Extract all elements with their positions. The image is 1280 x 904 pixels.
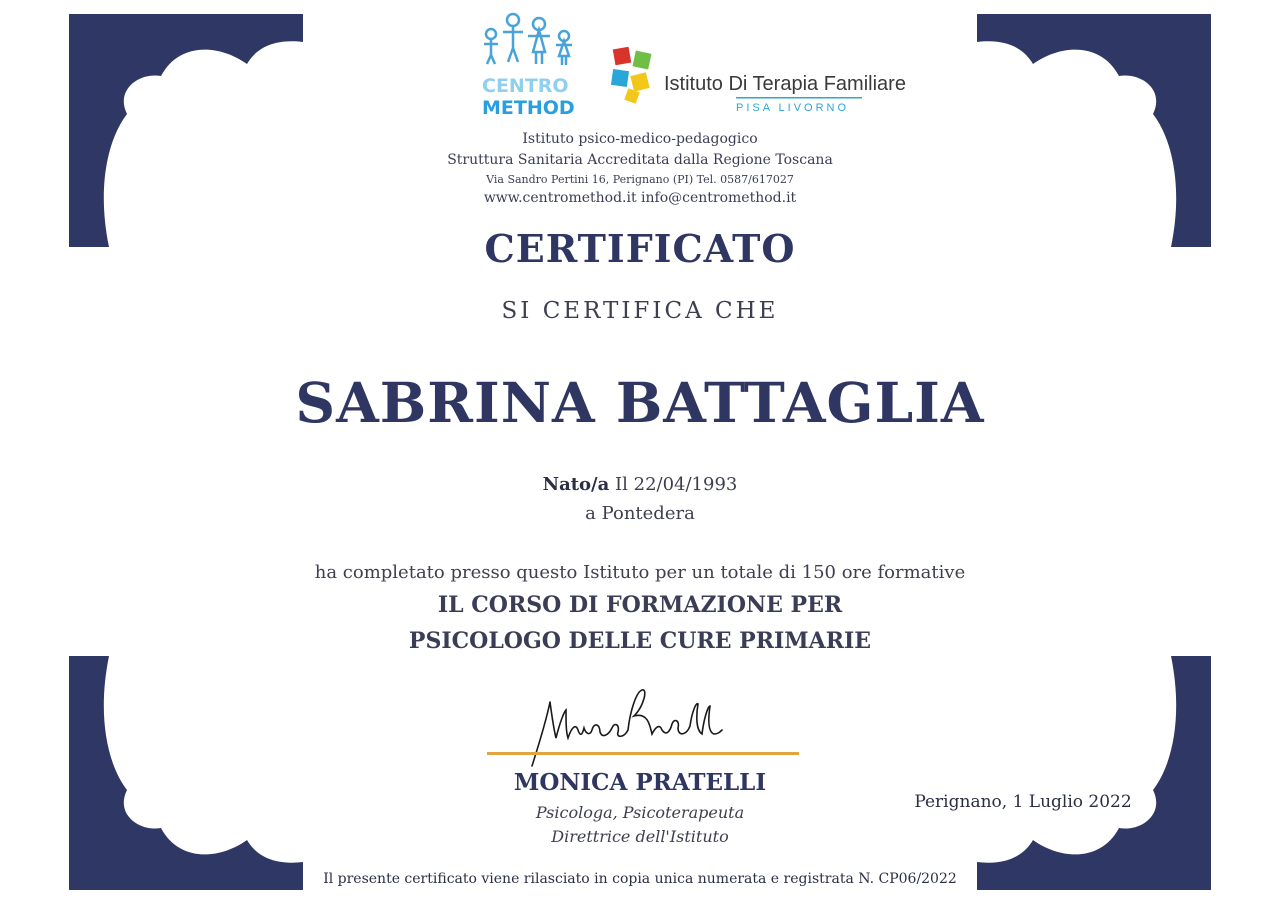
birth-info: [0, 474, 1280, 495]
born-date: Il 22/04/1993: [615, 474, 738, 495]
header-line-2: Struttura Sanitaria Accreditata dalla Regione Toscana: [447, 152, 833, 168]
header-address: Via Sandro Pertini 16, Perignano (PI) Tel. 0587/617027: [486, 173, 794, 186]
signatory-role-1: Psicologa, Psicoterapeuta: [535, 803, 745, 822]
svg-text:PISA LIVORNO: PISA LIVORNO: [736, 102, 850, 114]
completion-text: ha completato presso questo Istituto per un totale di 150 ore formative: [314, 562, 966, 583]
svg-text:Istituto Di Terapia Familiare: Istituto Di Terapia Familiare: [664, 73, 906, 95]
svg-text:METHOD: METHOD: [482, 97, 575, 119]
handwritten-signature: [520, 682, 740, 772]
header-line-1: Istituto psico-medico-pedagogico: [522, 131, 758, 147]
centro-method-logo: [470, 10, 590, 120]
date-place: Perignano, 1 Luglio 2022: [914, 792, 1132, 812]
course-title-line-2: PSICOLOGO DELLE CURE PRIMARIE: [408, 628, 872, 654]
recipient-name: SABRINA BATTAGLIA: [295, 370, 985, 435]
footer-note: Il presente certificato viene rilasciato in copia unica numerata e registrata N. CP06/2022: [323, 871, 957, 887]
certificate-subtitle: SI CERTIFICA CHE: [501, 298, 779, 324]
certificate-title: CERTIFICATO: [484, 226, 796, 271]
signatory-name: MONICA PRATELLI: [513, 769, 767, 796]
born-label: Nato/a: [542, 474, 610, 495]
course-title-line-1: IL CORSO DI FORMAZIONE PER: [437, 592, 843, 618]
svg-text:CENTRO: CENTRO: [482, 75, 569, 97]
signatory-role-2: Direttrice dell'Istituto: [551, 827, 729, 846]
logos: [470, 10, 906, 125]
istituto-terapia-logo: [608, 40, 906, 130]
birth-place: a Pontedera: [585, 503, 695, 524]
signature-line: [487, 752, 799, 755]
header-contacts: www.centromethod.it info@centromethod.it: [483, 190, 797, 206]
